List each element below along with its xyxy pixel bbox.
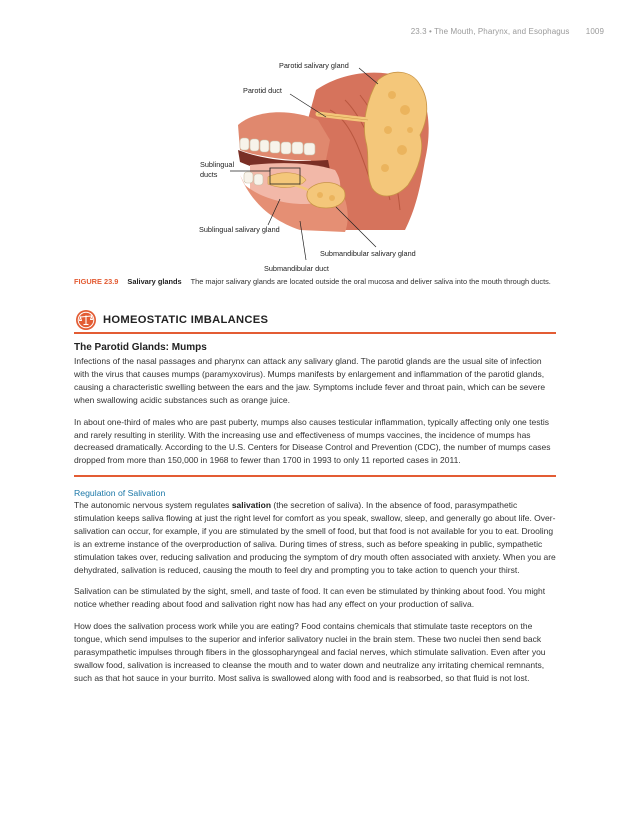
homeostatic-title: HOMEOSTATIC IMBALANCES [103, 313, 269, 326]
label-parotid-duct: Parotid duct [243, 86, 282, 95]
homeostatic-paragraph-2: In about one-third of males who are past puberty, mumps also causes testicular inflammation, typically affecting only one testis and rarely resulting in sterility. With the increasing use and effectiveness of mumps vaccines, the incidence of mumps has decreased dramatically. According to the U.S. Centers for Disease Control and Prevention (CDC), the number of mumps cases dropped from more than 150,000 in 1968 to fewer than 1700 in 1993 to only 11 reported cases in 2011. [74, 416, 551, 466]
homeostatic-paragraph-1: Infections of the nasal passages and pharynx can attack any salivary gland. The parotid glands are the usual site of infection with the virus that causes mumps (paramyxovirus). Mumps manifests by enlargement and inflammation of the parotid glands, causing a characteristic swelling between the ears and the jaw. Symptoms include fever and throat pain, which can be severe when swallowing acidic substances such as orange juice. [74, 356, 546, 405]
running-head-section: 23.3 • The Mouth, Pharynx, and Esophagus [410, 27, 570, 36]
homeostatic-header [74, 307, 556, 334]
label-parotid-gland: Parotid salivary gland [279, 61, 349, 70]
key-term-salivation: salivation [231, 500, 272, 510]
salivary-glands-illustration [0, 50, 630, 275]
regulation-paragraph-3: How does the salivation process work while you are eating? Food contains chemicals that stimulate taste receptors on the tongue, which send impulses to the superior and inferior salivatory nuclei in the brain stem. These two nuclei then send back parasympathetic impulses through fibers in the glossopharyngeal and facial nerves, which stimulate salivation. Even after you swallow food, salivation is increased to cleanse the mouth and to water down and neutralize any irritating chemical remnants, such as that hot sauce in your burrito. Most saliva is swallowed along with food and is reabsorbed, so that fluid is not lost. [74, 621, 546, 683]
label-submandibular-duct: Submandibular duct [264, 264, 329, 273]
homeostatic-bottom-rule [74, 475, 556, 477]
salivary-glands-figure [0, 50, 630, 275]
label-sublingual-gland: Sublingual salivary gland [199, 225, 280, 234]
regulation-paragraph-1 [74, 499, 556, 576]
figure-title: Salivary glands [127, 277, 182, 286]
balance-scale-icon [75, 309, 97, 331]
regulation-heading: Regulation of Salivation [74, 488, 166, 498]
paragraph-text: (the secretion of saliva). In the absence of food, parasympathetic stimulation keeps saliva flowing at just the right level for comfort as you speak, swallow, sleep, and generally go about life. Over-salivation can occur, for example, if you are stimulated by the smell of food, but that food is not available for you to eat. Drooling is an extreme instance of the overproduction of saliva. During times of stress, such as before speaking in public, sympathetic stimulation takes over, reducing salivation and producing the symptom of dry mouth often associated with anxiety. When you are dehydrated, salivation is reduced, causing the mouth to feel dry and prompting you to take action to quench your thirst. [74, 500, 556, 575]
page-number: 1009 [585, 27, 604, 36]
homeostatic-subtitle: The Parotid Glands: Mumps [74, 342, 207, 353]
label-sublingual-ducts-1: Sublingual [200, 160, 235, 169]
submandibular-gland [307, 183, 345, 209]
running-head [411, 27, 604, 36]
label-sublingual-ducts-2: ducts [200, 170, 218, 179]
regulation-section [74, 488, 556, 694]
homeostatic-imbalances-box [74, 307, 556, 477]
figure-caption [74, 277, 558, 287]
figure-number: FIGURE 23.9 [74, 277, 119, 286]
paragraph-text: The autonomic nervous system regulates [74, 500, 232, 510]
regulation-paragraph-2: Salivation can be stimulated by the sight, smell, and taste of food. It can even be stimulated by thinking about food. You might notice whether reading about food and salivation right now has had any effect on your production of saliva. [74, 586, 546, 610]
figure-caption-text: The major salivary glands are located outside the oral mucosa and deliver saliva into the mouth through ducts. [190, 277, 551, 286]
label-submandibular-gland: Submandibular salivary gland [320, 249, 416, 258]
